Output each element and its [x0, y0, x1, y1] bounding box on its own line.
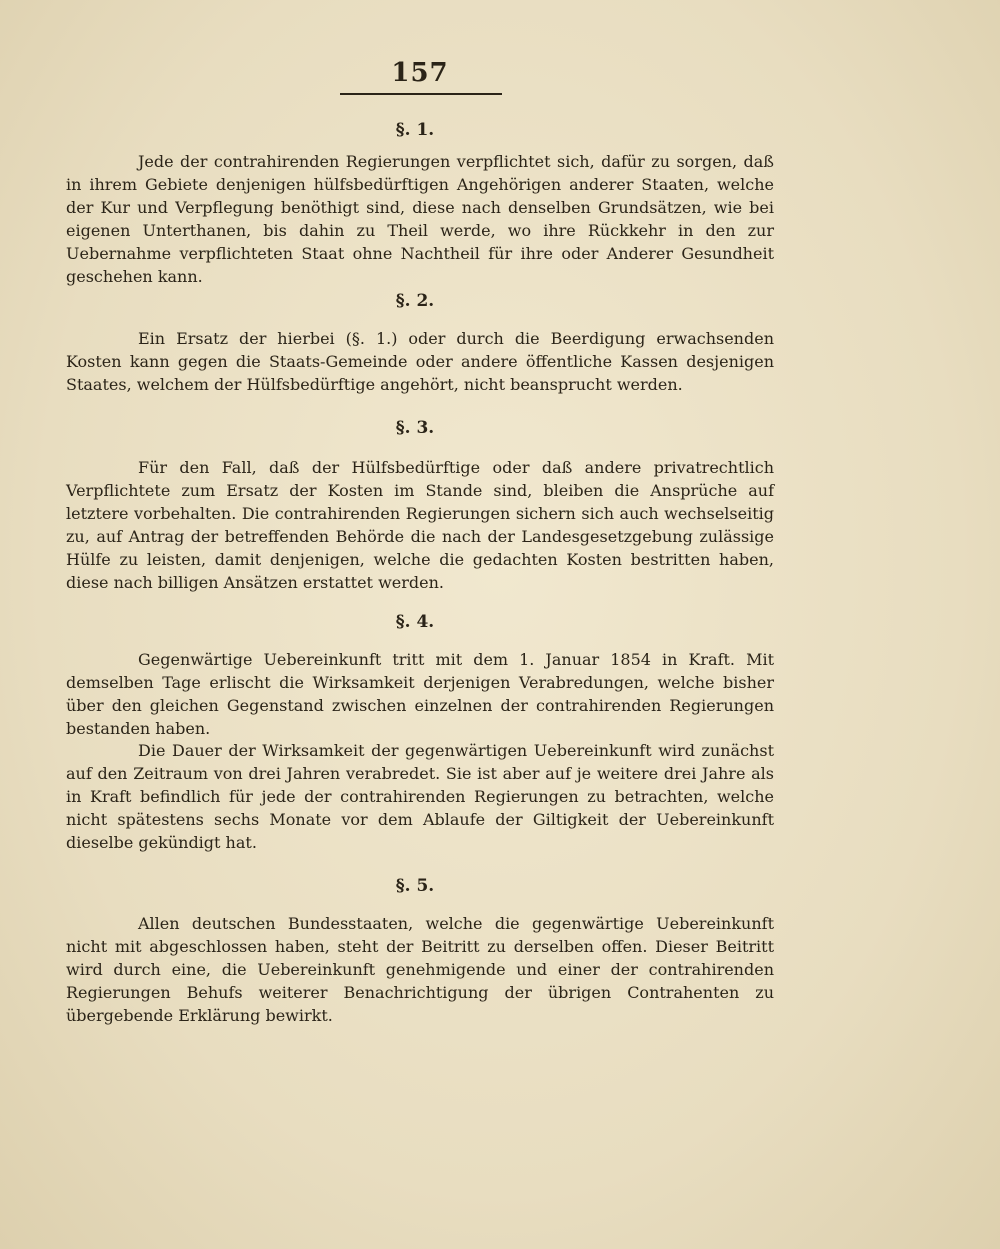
section-1-paragraph: Jede der contrahirenden Regierungen verpflichtet sich, dafür zu sorgen, daß in ihrem Gebiete denjenigen hülfsbedürftigen Angehörigen anderer Staaten, welche der Kur und Verpflegung benöthigt sind, diese nach denselben Grundsätzen, wie bei eigenen Unterthanen, bis dahin zu Theil werde, wo ihre Rückkehr in den zur Uebernahme verpflichteten Staat ohne Nachtheil für ihre oder Anderer Gesundheit geschehen kann.: [66, 152, 774, 286]
section-3-paragraph: Für den Fall, daß der Hülfsbedürftige oder daß andere privatrechtlich Verpflichtete zum Ersatz der Kosten im Stande sind, bleiben die Ansprüche auf letztere vorbehalten. Die contrahirenden Regierungen sichern sich auch wechselseitig zu, auf Antrag der betreffenden Behörde die nach der Landesgesetzgebung zulässige Hülfe zu leisten, damit denjenigen, welche die gedachten Kosten bestritten haben, diese nach billigen Ansätzen erstattet werden.: [66, 458, 774, 592]
section-4-heading: §. 4.: [395, 612, 435, 632]
page-number-rule: [340, 93, 502, 95]
section-3-heading: §. 3.: [395, 418, 435, 438]
section-4-paragraph-1: Gegenwärtige Uebereinkunft tritt mit dem 1. Januar 1854 in Kraft. Mit demselben Tage erlischt die Wirksamkeit derjenigen Verabredungen, welche bisher über den gleichen Gegenstand zwischen einzelnen der contrahirenden Regierungen bestanden haben.: [66, 650, 774, 738]
section-2-paragraph: Ein Ersatz der hierbei (§. 1.) oder durch die Beerdigung erwachsenden Kosten kann gegen die Staats-Gemeinde oder andere öffentliche Kassen desjenigen Staates, welchem der Hülfsbedürftige angehört, nicht beansprucht werden.: [66, 329, 774, 394]
section-5-heading: §. 5.: [395, 876, 435, 896]
section-5-paragraph: Allen deutschen Bundesstaaten, welche die gegenwärtige Uebereinkunft nicht mit abgeschlossen haben, steht der Beitritt zu derselben offen. Dieser Beitritt wird durch eine, die Uebereinkunft genehmigende und einer der contrahirenden Regierungen Behufs weiterer Benachrichtigung der übrigen Contrahenten zu übergebende Erklärung bewirkt.: [66, 914, 774, 1025]
section-1-heading: §. 1.: [395, 120, 435, 140]
section-4-paragraph-2: Die Dauer der Wirksamkeit der gegenwärtigen Uebereinkunft wird zunächst auf den Zeitraum von drei Jahren verabredet. Sie ist aber auf je weitere drei Jahre als in Kraft befindlich für jede der contrahirenden Regierungen zu betrachten, welche nicht spätestens sechs Monate vor dem Ablaufe der Giltigkeit der Uebereinkunft dieselbe gekündigt hat.: [66, 741, 774, 852]
page-number: 157: [391, 58, 449, 88]
section-2-heading: §. 2.: [395, 291, 435, 311]
